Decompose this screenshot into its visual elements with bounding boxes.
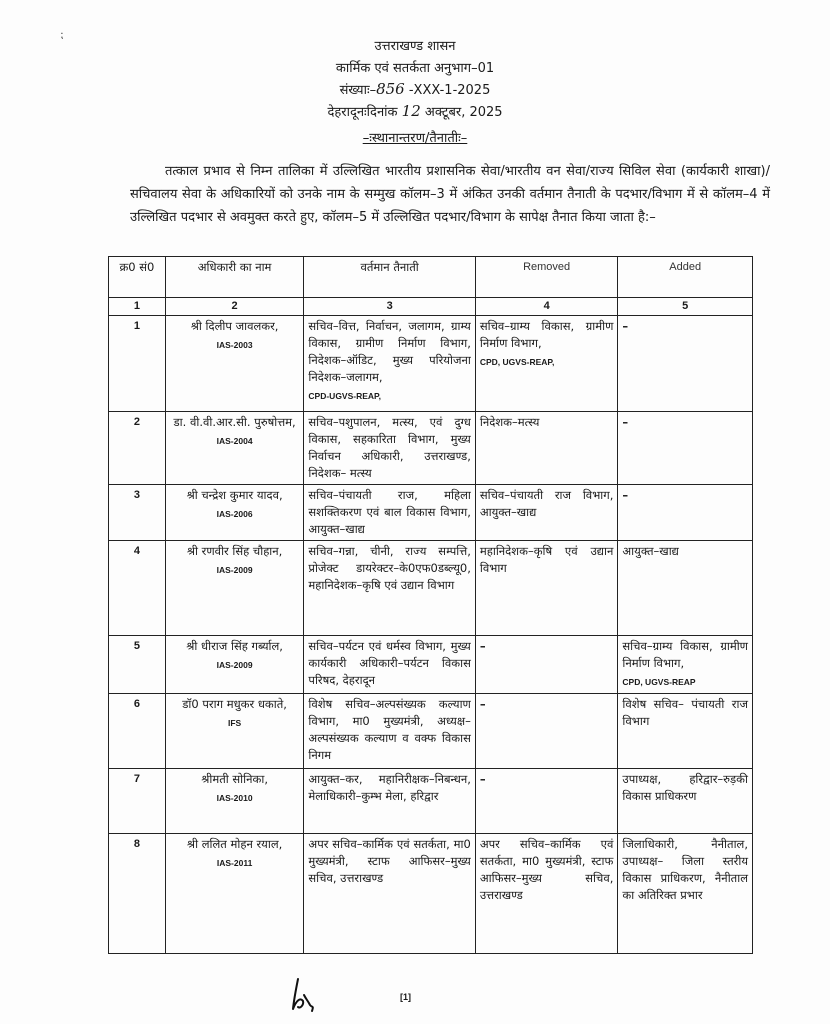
header-order-number — [0, 80, 830, 98]
removed-posting: सचिव–ग्राम्य विकास, ग्रामीण निर्माण विभाग, — [479, 319, 614, 350]
officer-name-cell — [165, 694, 304, 769]
column-number-row — [109, 298, 753, 316]
added-posting: – — [622, 488, 629, 502]
officer-name-cell — [165, 636, 304, 694]
removed-cell — [475, 541, 618, 636]
table-row — [109, 412, 753, 485]
subject-line — [0, 128, 830, 146]
removed-cell — [475, 834, 618, 954]
date-label: देहरादूनःदिनांक — [327, 105, 402, 120]
serial-number-cell — [109, 412, 166, 485]
serial-number-cell — [109, 636, 166, 694]
added-cell — [618, 412, 753, 485]
officer-service: IAS-2004 — [216, 436, 253, 446]
current-posting: अपर सचिव–कार्मिक एवं सतर्कता, मा0 मुख्यमंत्री, स्टाफ आफिसर–मुख्य सचिव, उत्तराखण्ड — [308, 837, 471, 885]
added-cell — [618, 769, 753, 834]
officer-service: IAS-2003 — [216, 340, 253, 350]
added-cell — [618, 694, 753, 769]
current-posting-cell — [304, 541, 475, 636]
header-department: कार्मिक एवं सतर्कता अनुभाग–01 — [335, 61, 495, 76]
current-posting: सचिव–पंचायती राज, महिला सशक्तिकरण एवं बाल विकास विभाग, आयुक्त–खाद्य — [308, 488, 471, 536]
officer-name: डॉ0 पराग मधुकर धकाते, — [182, 697, 287, 711]
officer-name-cell — [165, 485, 304, 541]
removed-posting-extra: CPD, UGVS-REAP, — [479, 357, 555, 367]
added-posting: – — [622, 319, 629, 333]
officer-service: IAS-2006 — [216, 509, 253, 519]
officer-service: IAS-2010 — [216, 793, 253, 803]
officer-name: श्री ललित मोहन रयाल, — [186, 837, 283, 851]
serial-number: 4 — [133, 545, 140, 557]
table-header-row — [109, 257, 753, 298]
officer-name-cell — [165, 316, 304, 412]
added-posting: – — [622, 415, 629, 429]
serial-number: 8 — [133, 838, 140, 850]
removed-cell — [475, 485, 618, 541]
officer-name: डा. वी.वी.आर.सी. पुरुषोत्तम, — [173, 415, 296, 429]
added-posting: सचिव–ग्राम्य विकास, ग्रामीण निर्माण विभाग, — [622, 639, 748, 670]
serial-number-cell — [109, 485, 166, 541]
officer-name: श्री रणवीर सिंह चौहान, — [186, 544, 283, 558]
added-posting: उपाध्यक्ष, हरिद्वार–रुड़की विकास प्राधिकरण — [622, 772, 748, 803]
order-number-suffix: -XXX-1-2025 — [404, 83, 491, 98]
header-removed: Removed — [475, 257, 618, 298]
current-posting: आयुक्त–कर, महानिरीक्षक–निबन्धन, मेलाधिकारी–कुम्भ मेला, हरिद्वार — [308, 772, 471, 803]
removed-cell — [475, 694, 618, 769]
serial-number: 1 — [133, 320, 140, 332]
removed-posting: अपर सचिव–कार्मिक एवं सतर्कता, मा0 मुख्यमंत्री, स्टाफ आफिसर–मुख्य सचिव, उत्तराखण्ड — [479, 837, 614, 902]
serial-number: 7 — [133, 773, 140, 785]
officer-name-cell — [165, 412, 304, 485]
transfer-table — [108, 256, 753, 954]
serial-number: 5 — [133, 640, 140, 652]
serial-number-cell — [109, 541, 166, 636]
current-posting: सचिव–वित्त, निर्वाचन, जलागम, ग्राम्य विकास, ग्रामीण निर्माण विभाग, निदेशक–ऑडिट, मुख्य परियोजना निदेशक–जलागम, — [308, 319, 471, 384]
serial-number-cell — [109, 316, 166, 412]
header-government: उत्तराखण्ड शासन — [374, 39, 456, 54]
officer-name: श्री धीराज सिंह गर्ब्याल, — [186, 639, 283, 653]
table-row — [109, 485, 753, 541]
header-date — [0, 102, 830, 120]
column-number: 2 — [165, 298, 304, 316]
added-cell — [618, 636, 753, 694]
table-row — [109, 769, 753, 834]
current-posting: सचिव–पशुपालन, मत्स्य, एवं दुग्ध विकास, सहकारिता विभाग, मुख्य निर्वाचन अधिकारी, उत्तराखण्ड, निदेशक– मत्स्य — [308, 415, 471, 480]
table-row — [109, 316, 753, 412]
current-posting-cell — [304, 834, 475, 954]
officer-name-cell — [165, 541, 304, 636]
officer-name: श्रीमती सोनिका, — [201, 772, 268, 786]
officer-name-cell — [165, 834, 304, 954]
serial-number: 2 — [133, 416, 140, 428]
current-posting-cell — [304, 636, 475, 694]
order-paragraph: तत्काल प्रभाव से निम्न तालिका में उल्लिखित भारतीय प्रशासनिक सेवा/भारतीय वन सेवा/राज्य सिविल सेवा (कार्यकारी शाखा)/सचिवालय सेवा के अधिकारियों को उनके नाम के सम्मुख कॉलम–3 में अंकित उनकी वर्तमान तैनाती के पदभार/विभाग में से कॉलम–4 में उल्लिखित पदभार से अवमुक्त करते हुए, कॉलम–5 में उल्लिखित पदभार/विभाग के सापेक्ष तैनात किया जाता है:– — [130, 164, 770, 225]
added-cell — [618, 485, 753, 541]
current-posting-cell — [304, 412, 475, 485]
table-row — [109, 694, 753, 769]
serial-number: 6 — [133, 698, 140, 710]
current-posting-cell — [304, 485, 475, 541]
added-posting-extra: CPD, UGVS-REAP — [622, 677, 696, 687]
current-posting-cell — [304, 769, 475, 834]
column-number: 4 — [475, 298, 618, 316]
header-officer-name: अधिकारी का नाम — [165, 257, 304, 298]
removed-cell — [475, 636, 618, 694]
serial-number-cell — [109, 694, 166, 769]
serial-number: 3 — [133, 489, 140, 501]
column-number: 3 — [304, 298, 475, 316]
removed-cell — [475, 412, 618, 485]
table-row — [109, 834, 753, 954]
removed-posting: – — [479, 639, 486, 653]
order-number-label: संख्याः– — [339, 83, 377, 98]
officer-service: IAS-2009 — [216, 565, 253, 575]
date-suffix: अक्टूबर, 2025 — [420, 105, 503, 120]
subject-text: –ःस्थानान्तरण/तैनातीः– — [362, 131, 468, 146]
current-posting-cell — [304, 694, 475, 769]
current-posting: विशेष सचिव–अल्पसंख्यक कल्याण विभाग, मा0 मुख्यमंत्री, अध्यक्ष– अल्पसंख्यक कल्याण व वक्फ विकास निगम — [308, 697, 471, 762]
removed-cell — [475, 316, 618, 412]
date-handwritten: 12 — [401, 102, 421, 120]
header-serial: क्र0 सं0 — [109, 257, 166, 298]
removed-cell — [475, 769, 618, 834]
current-posting: सचिव–गन्ना, चीनी, राज्य सम्पत्ति, प्रोजेक्ट डायरेक्टर–के0एफ0डब्ल्यू0, महानिदेशक–कृषि एवं उद्यान विभाग — [308, 544, 471, 592]
removed-posting: महानिदेशक–कृषि एवं उद्यान विभाग — [479, 544, 614, 575]
officer-name: श्री दिलीप जावलकर, — [190, 319, 279, 333]
added-cell — [618, 316, 753, 412]
added-cell — [618, 541, 753, 636]
margin-mark: ⁏ — [60, 30, 64, 41]
serial-number-cell — [109, 834, 166, 954]
column-number: 1 — [109, 298, 166, 316]
page-number: [1] — [400, 992, 411, 1002]
added-posting: आयुक्त–खाद्य — [622, 544, 679, 558]
signature-icon — [290, 975, 318, 1015]
table-row — [109, 636, 753, 694]
table-row — [109, 541, 753, 636]
officer-service: IFS — [227, 718, 242, 728]
officer-service: IAS-2011 — [216, 858, 253, 868]
officer-name: श्री चन्द्रेश कुमार यादव, — [186, 488, 283, 502]
added-posting: जिलाधिकारी, नैनीताल, उपाध्यक्ष– जिला स्तरीय विकास प्राधिकरण, नैनीताल का अतिरिक्त प्रभार — [622, 837, 748, 902]
current-posting-extra: CPD-UGVS-REAP, — [308, 391, 381, 401]
current-posting: सचिव–पर्यटन एवं धर्मस्व विभाग, मुख्य कार्यकारी अधिकारी–पर्यटन विकास परिषद, देहरादून — [308, 639, 471, 687]
removed-posting: – — [479, 697, 486, 711]
officer-service: IAS-2009 — [216, 660, 253, 670]
officer-name-cell — [165, 769, 304, 834]
header-current-posting: वर्तमान तैनाती — [304, 257, 475, 298]
column-number: 5 — [618, 298, 753, 316]
order-number-handwritten: 856 — [376, 80, 405, 98]
added-posting: विशेष सचिव– पंचायती राज विभाग — [622, 697, 748, 728]
removed-posting: सचिव–पंचायती राज विभाग, आयुक्त–खाद्य — [479, 488, 614, 519]
removed-posting: निदेशक–मत्स्य — [479, 415, 540, 429]
removed-posting: – — [479, 772, 486, 786]
serial-number-cell — [109, 769, 166, 834]
header-added: Added — [618, 257, 753, 298]
current-posting-cell — [304, 316, 475, 412]
added-cell — [618, 834, 753, 954]
